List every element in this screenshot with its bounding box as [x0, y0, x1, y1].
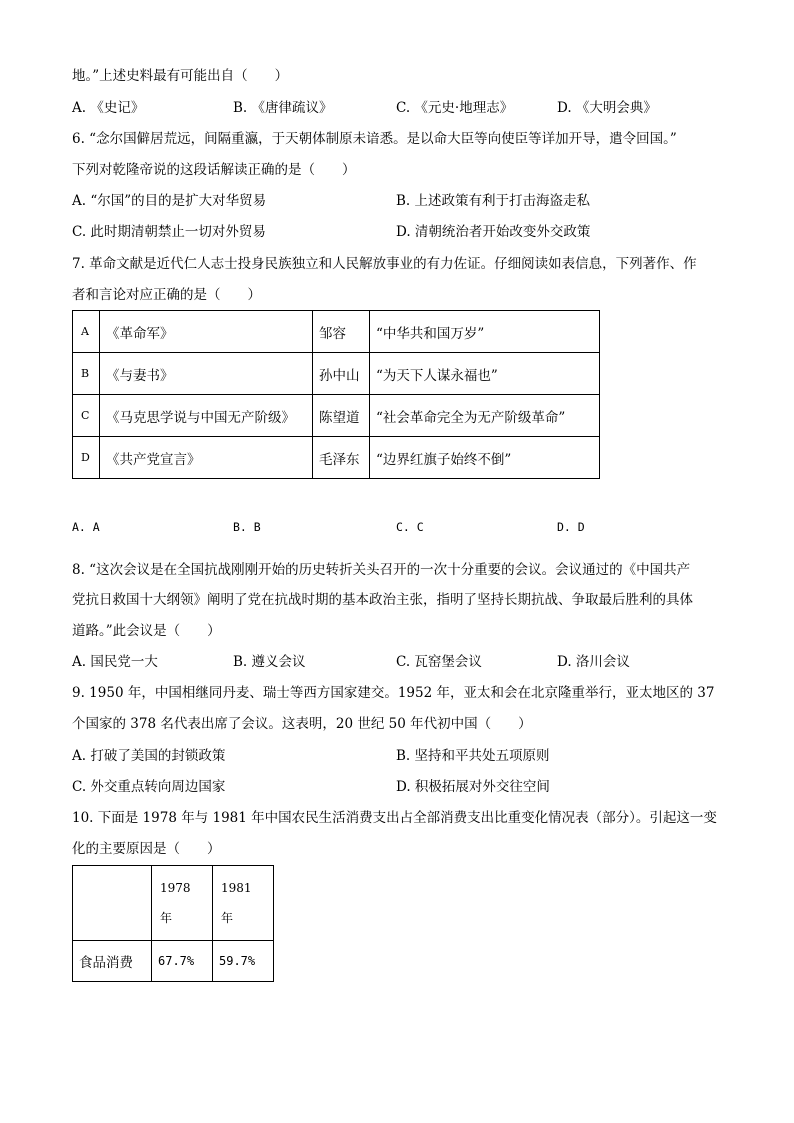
q8-option-d[interactable]: D. 洛川会议: [557, 654, 630, 670]
q8-stem-line1: 8. “这次会议是在全国抗战刚刚开始的历史转折关头召开的一次十分重要的会议。会议通过的《中国共产: [72, 562, 691, 578]
q6-option-c[interactable]: C. 此时期清朝禁止一切对外贸易: [72, 224, 266, 240]
q5-option-d[interactable]: D. 《大明会典》: [557, 100, 657, 116]
q5-stem-tail: 地。”上述史料最有可能出自（ ）: [72, 68, 289, 84]
q7-row-d-letter: D: [73, 437, 100, 479]
q10-stem-line2: 化的主要原因是（ ）: [72, 841, 221, 857]
q7-row-b-letter: B: [73, 353, 100, 395]
q7-option-c[interactable]: C. C: [396, 520, 424, 534]
q9-option-c[interactable]: C. 外交重点转向周边国家: [72, 779, 226, 795]
table-row: [73, 311, 600, 353]
q7-row-d-author: 毛泽东: [313, 437, 370, 479]
q10-row-label: 食品消费: [73, 941, 152, 982]
q7-row-a-author: 邹容: [313, 311, 370, 353]
q7-stem-line2: 者和言论对应正确的是（ ）: [72, 287, 261, 303]
q9-option-d[interactable]: D. 积极拓展对外交往空间: [396, 779, 550, 795]
q8-option-c[interactable]: C. 瓦窑堡会议: [396, 654, 482, 670]
q7-table: [72, 310, 600, 479]
q8-option-b[interactable]: B. 遵义会议: [233, 654, 306, 670]
q6-option-b[interactable]: B. 上述政策有利于打击海盗走私: [396, 193, 591, 209]
q8-stem-line2: 党抗日救国十大纲领》阐明了党在抗战时期的基本政治主张，指明了坚持长期抗战、争取最后胜利的具体: [72, 592, 693, 608]
q7-option-d[interactable]: D. D: [557, 520, 585, 534]
q7-row-a-quote: “中华共和国万岁”: [370, 311, 600, 353]
q9-option-a[interactable]: A. 打破了美国的封锁政策: [72, 748, 226, 764]
q9-stem-line2: 个国家的 378 名代表出席了会议。这表明，20 世纪 50 年代初中国（ ）: [72, 716, 532, 732]
q7-row-a-work: 《革命军》: [100, 311, 313, 353]
q9-stem-line1: 9. 1950 年，中国相继同丹麦、瑞士等西方国家建交。1952 年，亚太和会在北京隆重举行，亚太地区的 37: [72, 685, 715, 701]
q7-row-c-author: 陈望道: [313, 395, 370, 437]
q6-option-a[interactable]: A. “尔国”的目的是扩大对华贸易: [72, 193, 267, 209]
q7-option-b[interactable]: B. B: [233, 520, 261, 534]
q7-row-b-author: 孙中山: [313, 353, 370, 395]
q6-stem-line1: 6. “念尔国僻居荒远，间隔重瀛，于天朝体制原未谙悉。是以命大臣等向使臣等详加开导，遣令回国。”: [72, 131, 677, 147]
q10-value-1978: 67.7%: [152, 941, 213, 982]
q10-table: [72, 865, 274, 982]
q10-header-1981: 1981 年: [213, 866, 274, 941]
table-row: [73, 866, 274, 941]
q8-option-a[interactable]: A. 国民党一大: [72, 654, 158, 670]
q10-value-1981: 59.7%: [213, 941, 274, 982]
q7-stem-line1: 7. 革命文献是近代仁人志士投身民族独立和人民解放事业的有力佐证。仔细阅读如表信息，下列著作、作: [72, 256, 697, 272]
q7-row-c-quote: “社会革命完全为无产阶级革命”: [370, 395, 600, 437]
q6-stem-line2: 下列对乾隆帝说的这段话解读正确的是（ ）: [72, 162, 356, 178]
q7-row-b-quote: “为天下人谋永福也”: [370, 353, 600, 395]
q8-stem-line3: 道路。”此会议是（ ）: [72, 623, 221, 639]
table-row: [73, 395, 600, 437]
q7-row-d-work: 《共产党宣言》: [100, 437, 313, 479]
q6-option-d[interactable]: D. 清朝统治者开始改变外交政策: [396, 224, 591, 240]
q7-row-c-letter: C: [73, 395, 100, 437]
q7-option-a[interactable]: A. A: [72, 520, 100, 534]
q5-option-a[interactable]: A. 《史记》: [72, 100, 145, 116]
table-row: [73, 941, 274, 982]
q7-row-a-letter: A: [73, 311, 100, 353]
q9-option-b[interactable]: B. 坚持和平共处五项原则: [396, 748, 550, 764]
q7-row-c-work: 《马克思学说与中国无产阶级》: [100, 395, 313, 437]
q5-option-c[interactable]: C. 《元史·地理志》: [396, 100, 514, 116]
table-row: [73, 353, 600, 395]
table-row: [73, 437, 600, 479]
q5-option-b[interactable]: B. 《唐律疏议》: [233, 100, 333, 116]
q10-header-1978: 1978 年: [152, 866, 213, 941]
q7-row-d-quote: “边界红旗子始终不倒”: [370, 437, 600, 479]
q7-row-b-work: 《与妻书》: [100, 353, 313, 395]
q10-stem-line1: 10. 下面是 1978 年与 1981 年中国农民生活消费支出占全部消费支出比重变化情况表（部分）。引起这一变: [72, 810, 717, 826]
q10-header-empty: [73, 866, 152, 941]
